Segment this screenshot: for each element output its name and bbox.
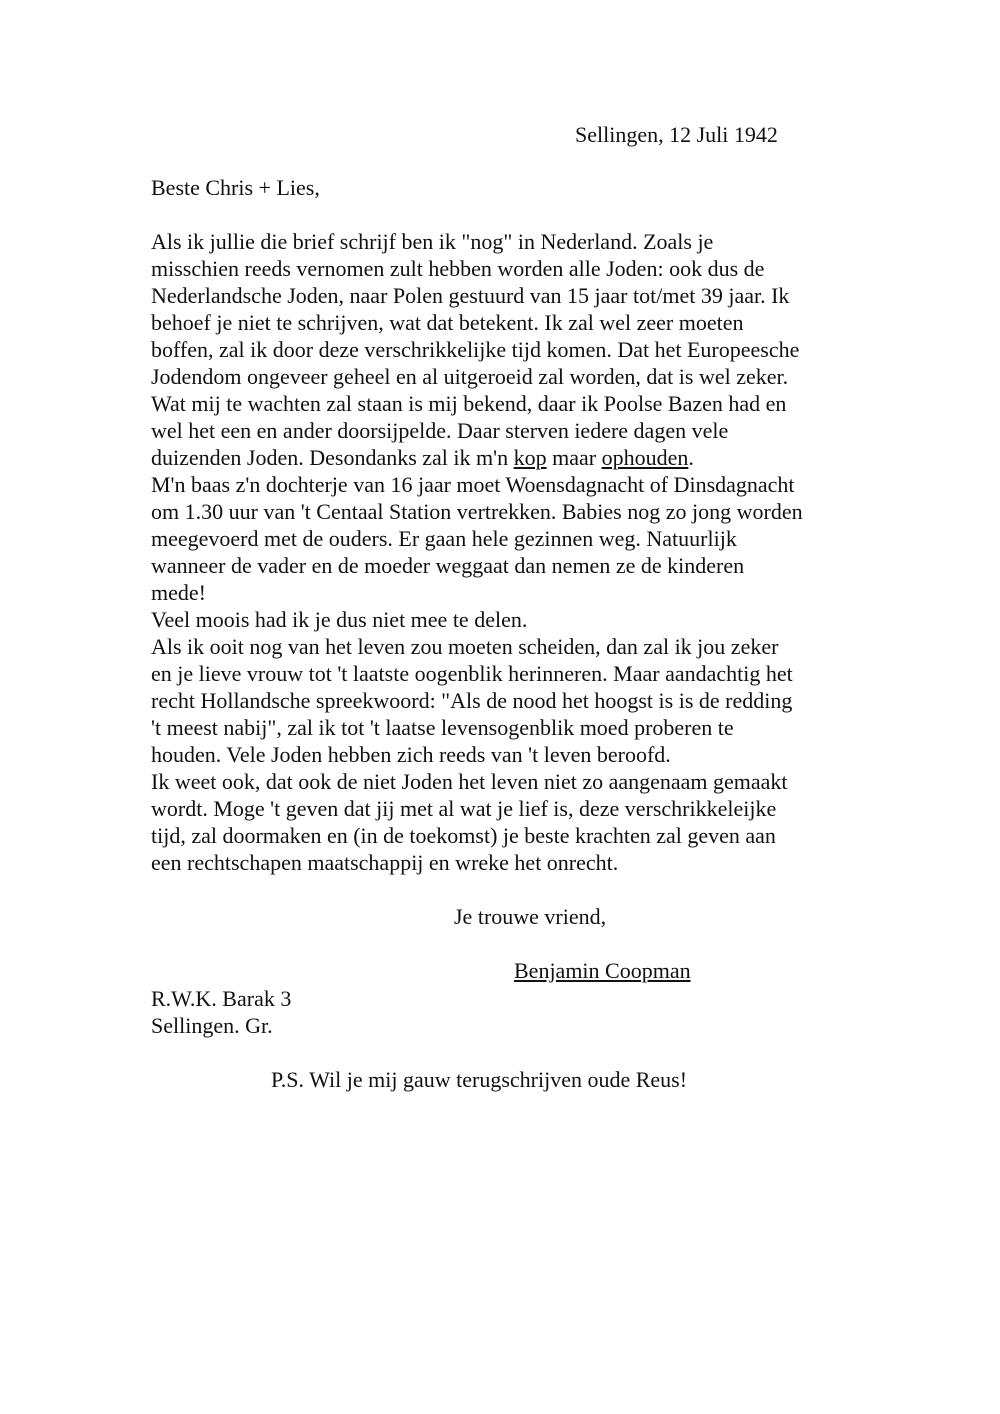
body-line-underlined-words [151,444,871,471]
body-line: 't meest nabij", zal ik tot 't laatse levensogenblik moed proberen te [151,715,734,740]
body-line: en je lieve vrouw tot 't laatste oogenblik herinneren. Maar aandachtig het [151,661,793,686]
body-line: een rechtschapen maatschappij en wreke het onrecht. [151,850,619,875]
body-line: Nederlandsche Joden, naar Polen gestuurd van 15 jaar tot/met 39 jaar. Ik [151,283,790,308]
body-line: Jodendom ongeveer geheel en al uitgeroeid zal worden, dat is wel zeker. [151,364,789,389]
body-line: boffen, zal ik door deze verschrikkelijke tijd komen. Dat het Europeesche [151,337,800,362]
line-text-post: . [688,445,694,470]
sender-address-line-1: R.W.K. Barak 3 [151,986,292,1011]
body-line: houden. Vele Joden hebben zich reeds van 't leven beroofd. [151,742,671,767]
letter-postscript: P.S. Wil je mij gauw terugschrijven oude Reus! [271,1067,688,1092]
body-line: wanneer de vader en de moeder weggaat dan nemen ze de kinderen [151,553,745,578]
body-line: Ik weet ook, dat ook de niet Joden het leven niet zo aangenaam gemaakt [151,769,788,794]
line-text-mid: maar [546,445,602,470]
body-line: mede! [151,580,206,605]
letter-body [151,228,871,876]
body-line: Veel moois had ik je dus niet mee te delen. [151,607,528,632]
body-line: om 1.30 uur van 't Centaal Station vertrekken. Babies nog zo jong worden [151,499,803,524]
body-line: Wat mij te wachten zal staan is mij bekend, daar ik Poolse Bazen had en [151,391,787,416]
underlined-word-kop: kop [513,445,547,470]
body-line: Als ik ooit nog van het leven zou moeten scheiden, dan zal ik jou zeker [151,634,779,659]
body-line: wel het een en ander doorsijpelde. Daar sterven iedere dagen vele [151,418,729,443]
letter-signature: Benjamin Coopman [514,958,691,983]
line-text-pre: duizenden Joden. Desondanks zal ik m'n [151,445,514,470]
body-line: tijd, zal doormaken en (in de toekomst) je beste krachten zal geven aan [151,823,776,848]
body-line: recht Hollandsche spreekwoord: "Als de nood het hoogst is is de redding [151,688,793,713]
letter-salutation: Beste Chris + Lies, [151,175,320,200]
body-line: behoef je niet te schrijven, wat dat betekent. Ik zal wel zeer moeten [151,310,744,335]
body-line: wordt. Moge 't geven dat jij met al wat je lief is, deze verschrikkeleijke [151,796,777,821]
letter-date: Sellingen, 12 Juli 1942 [575,122,778,147]
body-line: meegevoerd met de ouders. Er gaan hele gezinnen weg. Natuurlijk [151,526,737,551]
underlined-word-ophouden: ophouden [601,445,689,470]
body-line: Als ik jullie die brief schrijf ben ik "nog" in Nederland. Zoals je [151,229,714,254]
sender-address-line-2: Sellingen. Gr. [151,1013,273,1038]
body-line: misschien reeds vernomen zult hebben worden alle Joden: ook dus de [151,256,765,281]
letter-closing: Je trouwe vriend, [454,904,607,929]
body-line: M'n baas z'n dochterje van 16 jaar moet Woensdagnacht of Dinsdagnacht [151,472,795,497]
